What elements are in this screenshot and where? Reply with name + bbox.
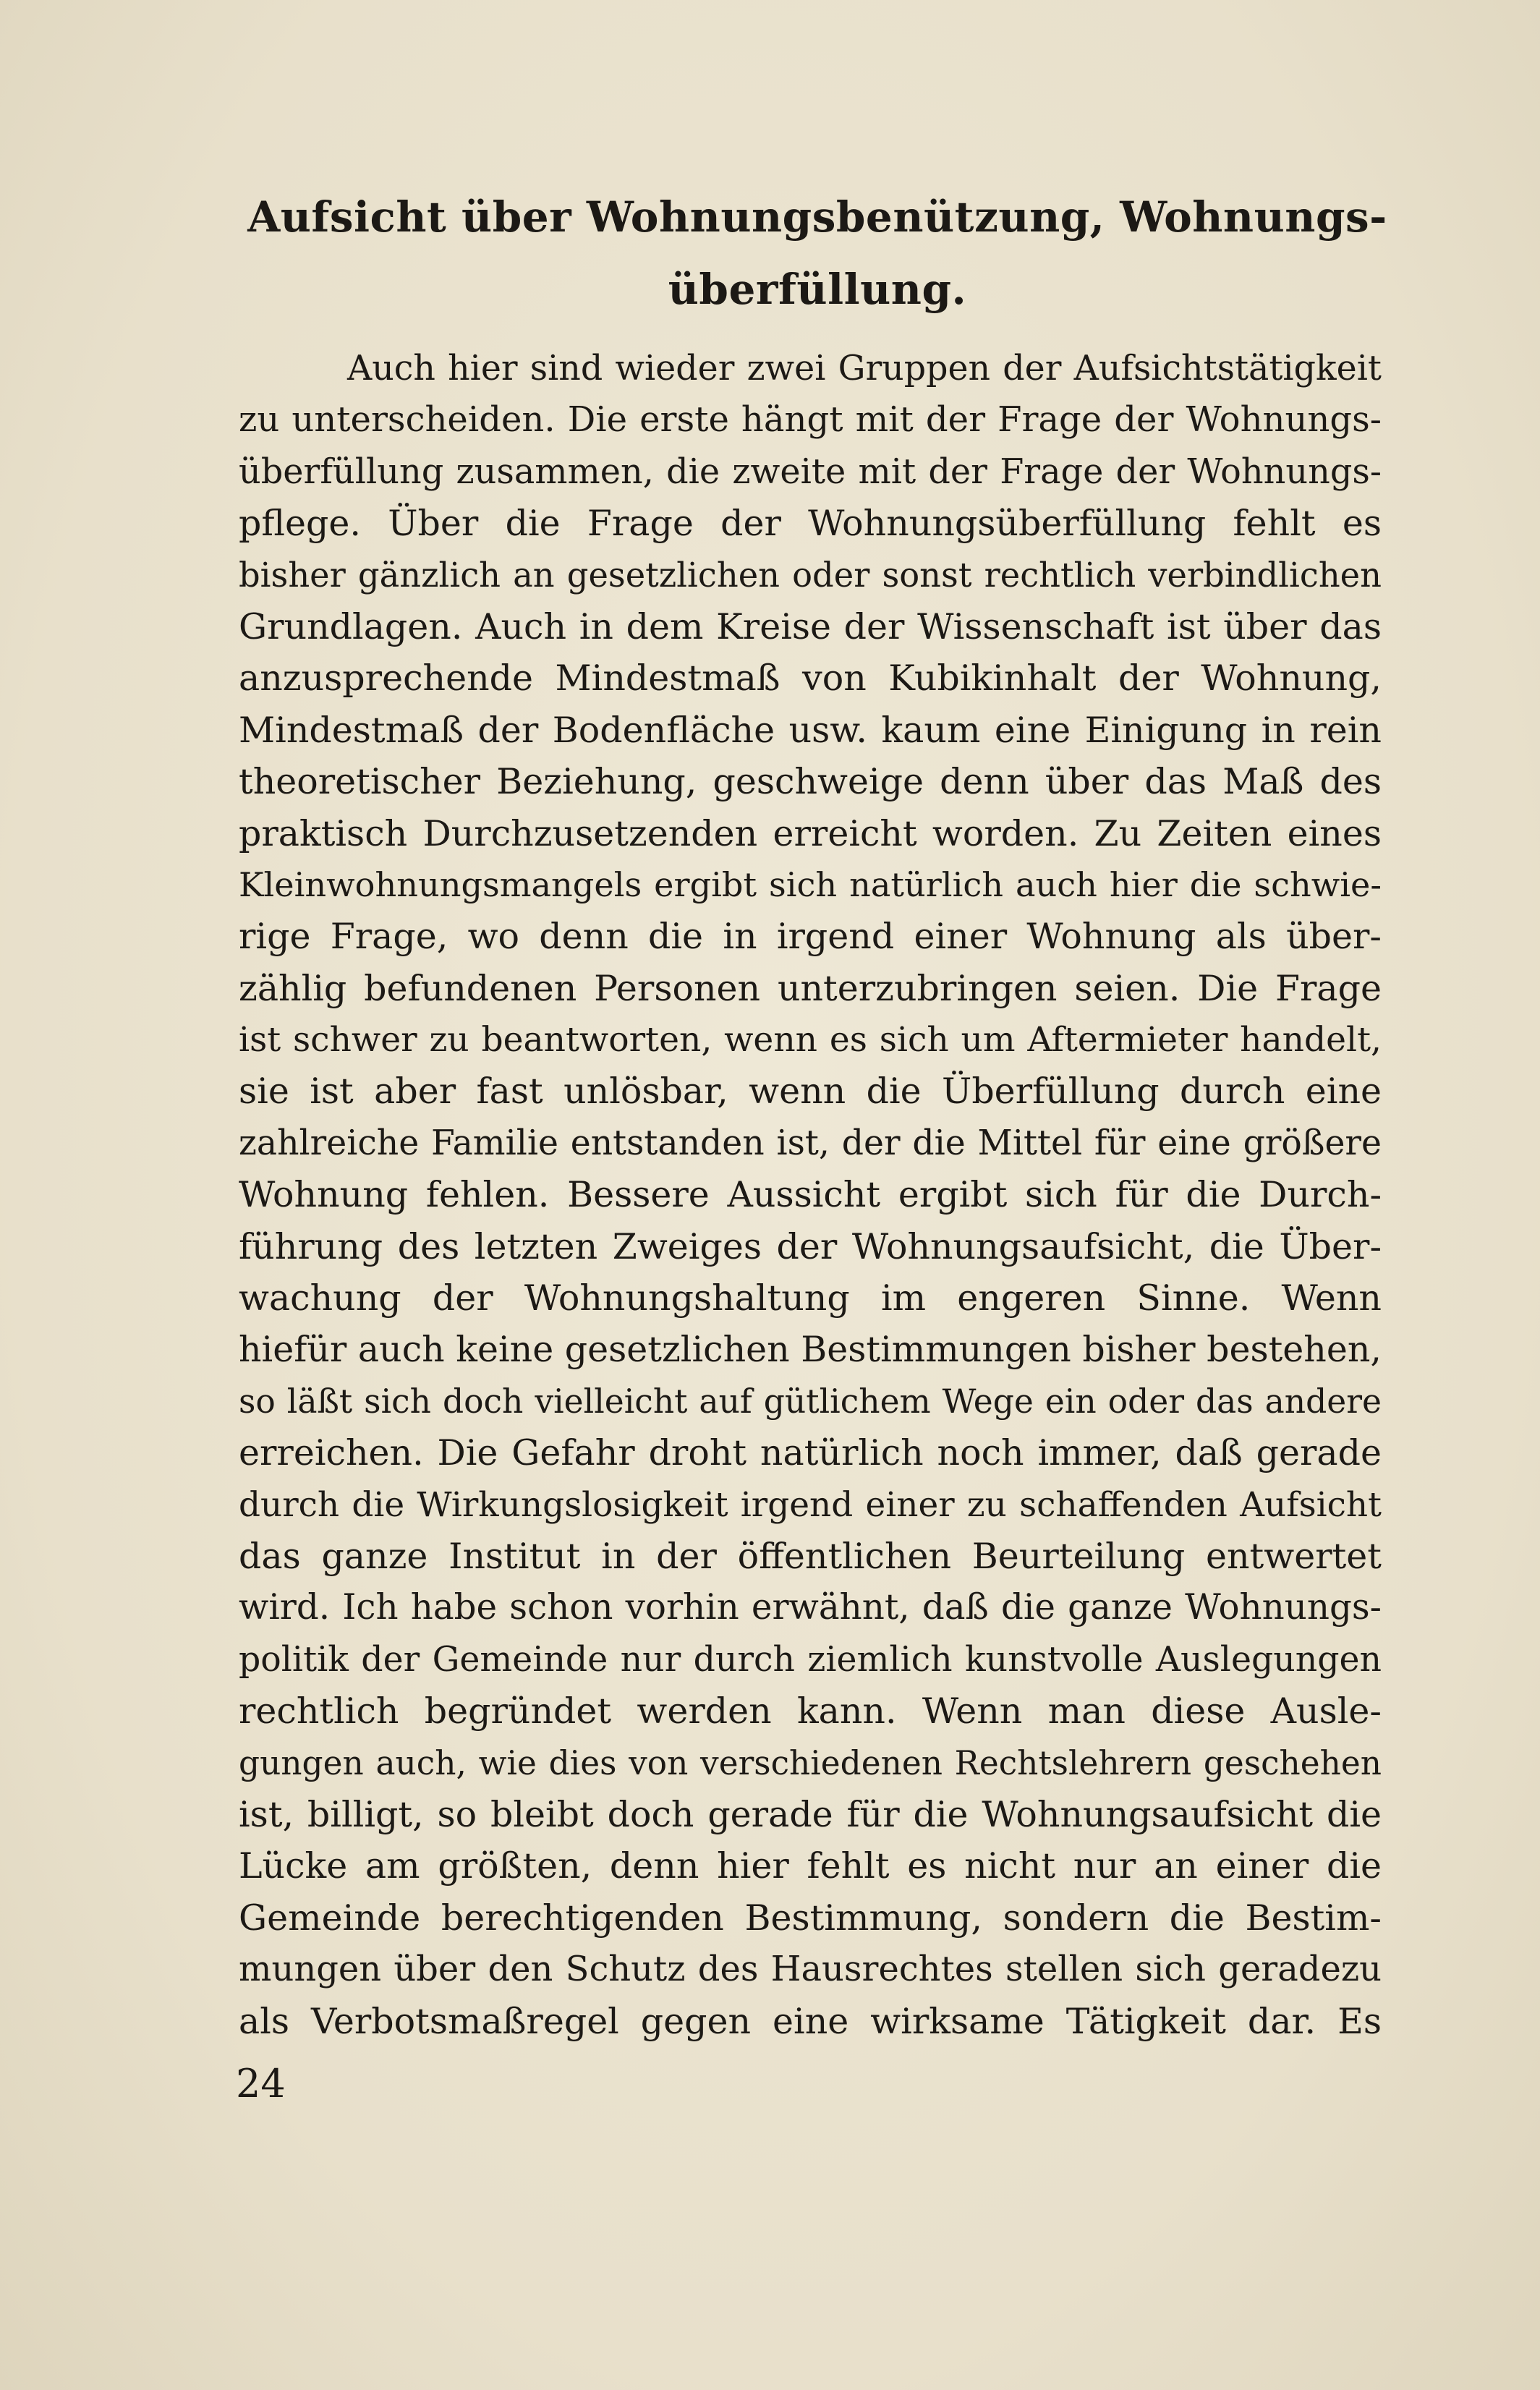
text-line: wird. Ich habe schon vorhin erwähnt, daß die ganze Wohnungs-	[239, 1587, 1382, 1628]
text-line: zählig befundenen Personen unterzubringen seien. Die Frage	[239, 967, 1382, 1009]
text-line: gungen auch, wie dies von verschiedenen Rechtslehrern geschehen	[239, 1743, 1382, 1782]
text-line: sie ist aber fast unlösbar, wenn die Überfüllung durch eine	[239, 1071, 1382, 1113]
text-line: ist, billigt, so bleibt doch gerade für die Wohnungsaufsicht die	[239, 1793, 1382, 1835]
text-line: politik der Gemeinde nur durch ziemlich kunstvolle Auslegungen	[239, 1639, 1382, 1680]
text-line: durch die Wirkungslosigkeit irgend einer zu schaffenden Aufsicht	[239, 1484, 1382, 1525]
body-paragraph	[239, 343, 1382, 2047]
text-line: so läßt sich doch vielleicht auf gütlichem Wege ein oder das andere	[239, 1382, 1382, 1421]
text-line: erreichen. Die Gefahr droht natürlich noch immer, daß gerade	[239, 1432, 1382, 1474]
text-line: Mindestmaß der Bodenfläche usw. kaum eine Einigung in rein	[239, 709, 1382, 751]
page-number: 24	[236, 2061, 286, 2106]
section-heading	[231, 181, 1403, 326]
text-line: theoretischer Beziehung, geschweige denn über das Maß des	[239, 761, 1382, 803]
text-line: führung des letzten Zweiges der Wohnungsaufsicht, die Über-	[239, 1225, 1382, 1267]
text-line: bisher gänzlich an gesetzlichen oder sonst rechtlich verbindlichen	[239, 555, 1382, 595]
text-line: hiefür auch keine gesetzlichen Bestimmungen bisher bestehen,	[239, 1329, 1382, 1371]
text-line: pflege. Über die Frage der Wohnungsüberfüllung fehlt es	[239, 503, 1382, 545]
text-line: Lücke am größten, denn hier fehlt es nicht nur an einer die	[239, 1845, 1382, 1887]
text-line: Wohnung fehlen. Bessere Aussicht ergibt sich für die Durch-	[239, 1174, 1382, 1216]
text-line: mungen über den Schutz des Hausrechtes stellen sich geradezu	[239, 1949, 1382, 1990]
text-line: Grundlagen. Auch in dem Kreise der Wissenschaft ist über das	[239, 605, 1382, 647]
text-line: praktisch Durchzusetzenden erreicht worden. Zu Zeiten eines	[239, 812, 1382, 854]
text-line: als Verbotsmaßregel gegen eine wirksame Tätigkeit dar. Es	[239, 2000, 1382, 2042]
text-line: Auch hier sind wieder zwei Gruppen der Aufsichtstätigkeit	[347, 349, 1382, 388]
text-line: rige Frage, wo denn die in irgend einer Wohnung als über-	[239, 916, 1382, 958]
heading-line: Aufsicht über Wohnungsbenützung, Wohnungs-	[247, 192, 1387, 242]
text-line: zu unterscheiden. Die erste hängt mit der Frage der Wohnungs-	[239, 399, 1382, 441]
text-line: ist schwer zu beantworten, wenn es sich um Aftermieter handelt,	[239, 1020, 1382, 1060]
text-line: zahlreiche Familie entstanden ist, der die Mittel für eine größere	[239, 1123, 1382, 1163]
text-line: wachung der Wohnungshaltung im engeren Sinne. Wenn	[239, 1277, 1382, 1319]
text-line: rechtlich begründet werden kann. Wenn man diese Ausle-	[239, 1691, 1382, 1732]
text-line: überfüllung zusammen, die zweite mit der Frage der Wohnungs-	[239, 451, 1382, 492]
text-line: das ganze Institut in der öffentlichen Beurteilung entwertet	[239, 1535, 1382, 1577]
text-line: anzusprechende Mindestmaß von Kubikinhalt der Wohnung,	[239, 658, 1382, 699]
text-line: Gemeinde berechtigenden Bestimmung, sondern die Bestim-	[239, 1897, 1382, 1939]
heading-line: überfüllung.	[668, 265, 967, 314]
text-line: Kleinwohnungsmangels ergibt sich natürlich auch hier die schwie-	[239, 864, 1382, 904]
